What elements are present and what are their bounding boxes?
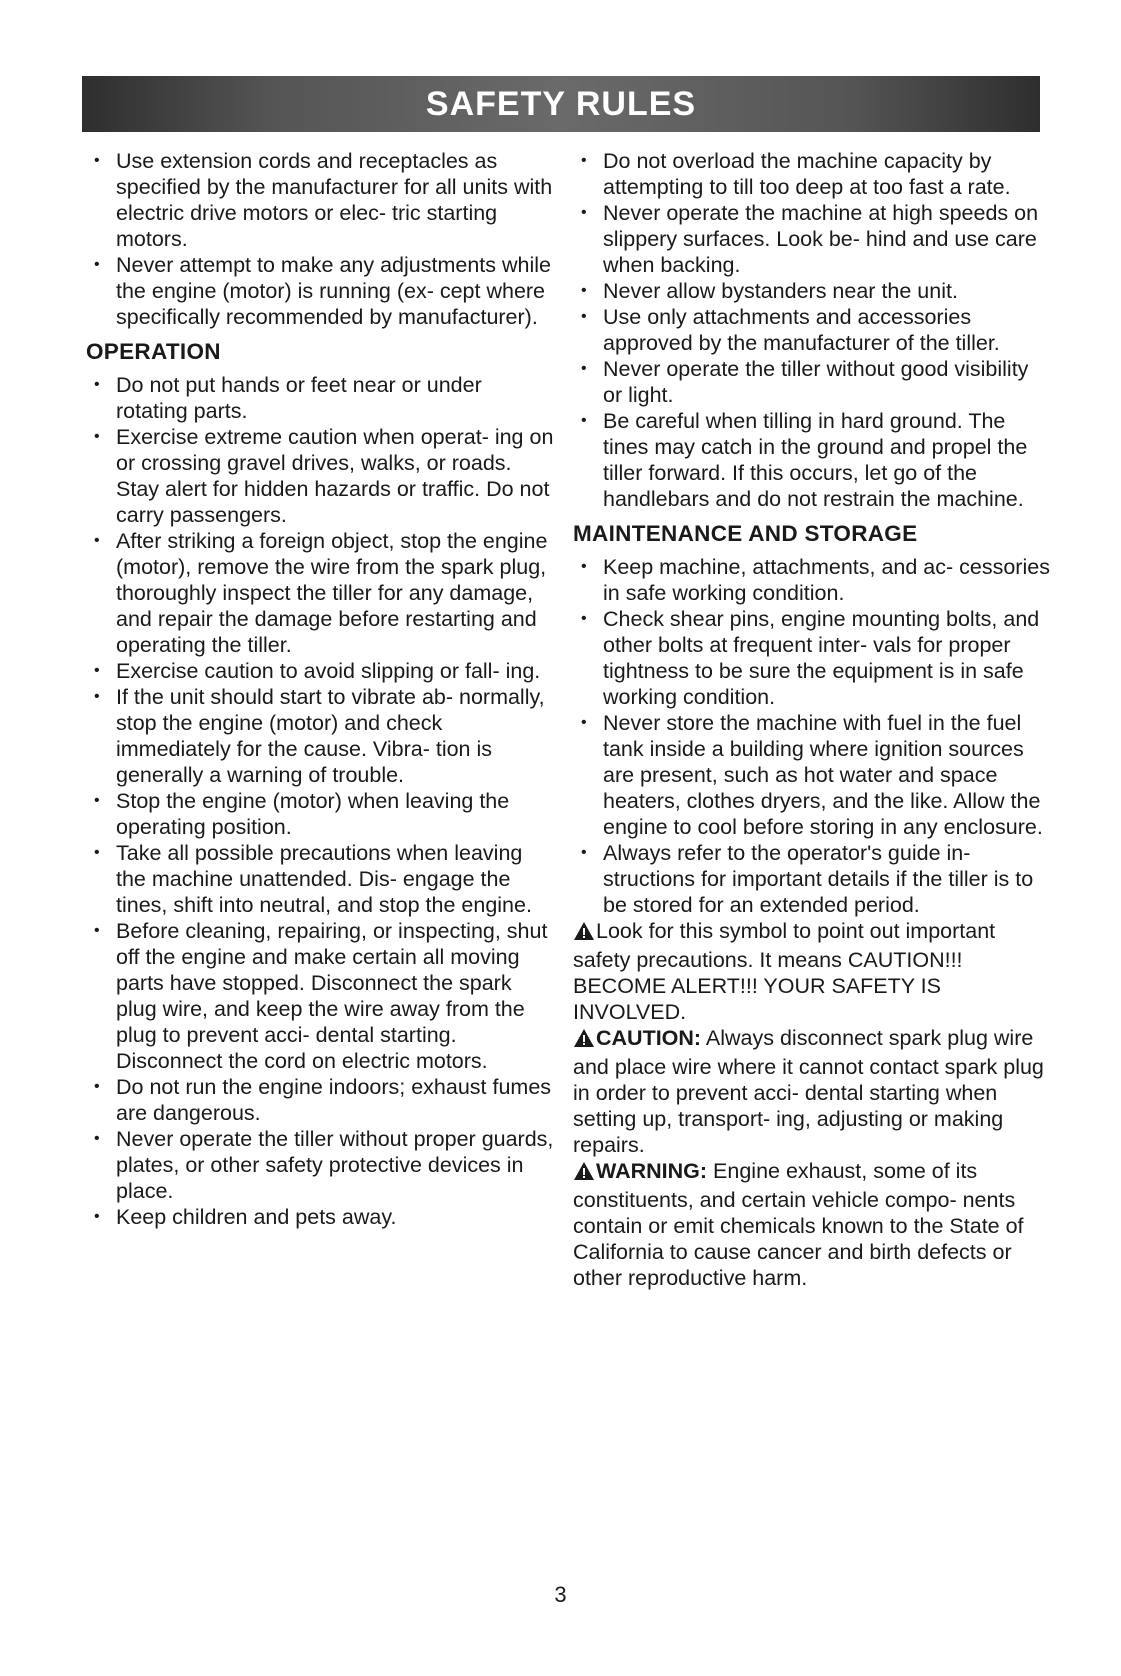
- list-item: • Do not overload the machine capacity by attempting to till too deep at too fast a rate.: [573, 148, 1051, 200]
- operation-heading: OPERATION: [86, 339, 221, 364]
- caution-label: CAUTION:: [596, 1026, 702, 1050]
- warning-text: Engine exhaust, some of its constituents, and certain vehicle compo- nents contain or emit chemicals known to the State of California to cause cancer and birth defects or other reproductive harm.: [573, 1159, 1024, 1290]
- warning-note: [573, 1158, 1051, 1291]
- list-item: • After striking a foreign object, stop the engine (motor), remove the wire from the spark plug, thoroughly inspect the tiller for any damage, and repair the damage before restarting and operating the tiller.: [86, 528, 556, 658]
- list-item: • Never operate the tiller without proper guards, plates, or other safety protective devices in place.: [86, 1126, 556, 1204]
- symbol-note-text: Look for this symbol to point out important safety precautions. It means CAUTION!!! BECOME ALERT!!! YOUR SAFETY IS INVOLVED.: [573, 919, 996, 1024]
- warning-triangle-icon: [573, 1028, 595, 1054]
- page-title: SAFETY RULES: [425, 84, 697, 123]
- list-item: • Be careful when tilling in hard ground. The tines may catch in the ground and propel the tiller forward. If this occurs, let go of the handlebars and do not restrain the machine.: [573, 408, 1051, 512]
- list-item: • Do not put hands or feet near or under rotating parts.: [86, 372, 556, 424]
- list-item: • Keep machine, attachments, and ac- cessories in safe working condition.: [573, 554, 1051, 606]
- intro-list: [86, 148, 556, 330]
- list-item: • If the unit should start to vibrate ab- normally, stop the engine (motor) and check immediately for the cause. Vibra- tion is generally a warning of trouble.: [86, 684, 556, 788]
- list-item: • Never attempt to make any adjustments while the engine (motor) is running (ex- cept where specifically recommended by manufacturer).: [86, 252, 556, 330]
- warning-triangle-icon: [573, 1161, 595, 1187]
- right-column: [573, 148, 1051, 1291]
- list-item: • Do not run the engine indoors; exhaust fumes are dangerous.: [86, 1074, 556, 1126]
- list-item: • Exercise caution to avoid slipping or fall- ing.: [86, 658, 556, 684]
- list-item: • Stop the engine (motor) when leaving the operating position.: [86, 788, 556, 840]
- list-item: • Always refer to the operator's guide in- structions for important details if the tiller is to be stored for an extended period.: [573, 840, 1051, 918]
- list-item: • Before cleaning, repairing, or inspecting, shut off the engine and make certain all moving parts have stopped. Disconnect the spark plug wire, and keep the wire away from the plug to prevent acci- dental starting. Disconnect the cord on electric motors.: [86, 918, 556, 1074]
- operation-list: [86, 372, 556, 1230]
- caution-text: Always disconnect spark plug wire and place wire where it cannot contact spark plug in order to prevent acci- dental starting when setting up, transport- ing, adjusting or making repairs.: [573, 1026, 1044, 1157]
- warning-triangle-icon: [573, 921, 595, 947]
- list-item: • Check shear pins, engine mounting bolts, and other bolts at frequent inter- vals for proper tightness to be sure the equipment is in safe working condition.: [573, 606, 1051, 710]
- maintenance-list: [573, 554, 1051, 918]
- caution-note: [573, 1025, 1051, 1158]
- list-item: • Keep children and pets away.: [86, 1204, 556, 1230]
- list-item: • Take all possible precautions when leaving the machine unattended. Dis- engage the tines, shift into neutral, and stop the engine.: [86, 840, 556, 918]
- page-number: 3: [554, 1582, 567, 1607]
- maintenance-heading: MAINTENANCE AND STORAGE: [573, 521, 918, 546]
- left-column: [86, 148, 556, 1230]
- list-item: • Use only attachments and accessories approved by the manufacturer of the tiller.: [573, 304, 1051, 356]
- list-item: • Never operate the tiller without good visibility or light.: [573, 356, 1051, 408]
- list-item: • Never allow bystanders near the unit.: [573, 278, 1051, 304]
- list-item: • Exercise extreme caution when operat- ing on or crossing gravel drives, walks, or roads. Stay alert for hidden hazards or traffic. Do not carry passengers.: [86, 424, 556, 528]
- symbol-note: [573, 918, 1051, 1025]
- title-banner: [82, 76, 1040, 132]
- warning-label: WARNING:: [596, 1159, 708, 1183]
- list-item: • Use extension cords and receptacles as specified by the manufacturer for all units with electric drive motors or elec- tric starting motors.: [86, 148, 556, 252]
- list-item: • Never operate the machine at high speeds on slippery surfaces. Look be- hind and use care when backing.: [573, 200, 1051, 278]
- operation-continued-list: [573, 148, 1051, 512]
- list-item: • Never store the machine with fuel in the fuel tank inside a building where ignition sources are present, such as hot water and space heaters, clothes dryers, and the like. Allow the engine to cool before storing in any enclosure.: [573, 710, 1051, 840]
